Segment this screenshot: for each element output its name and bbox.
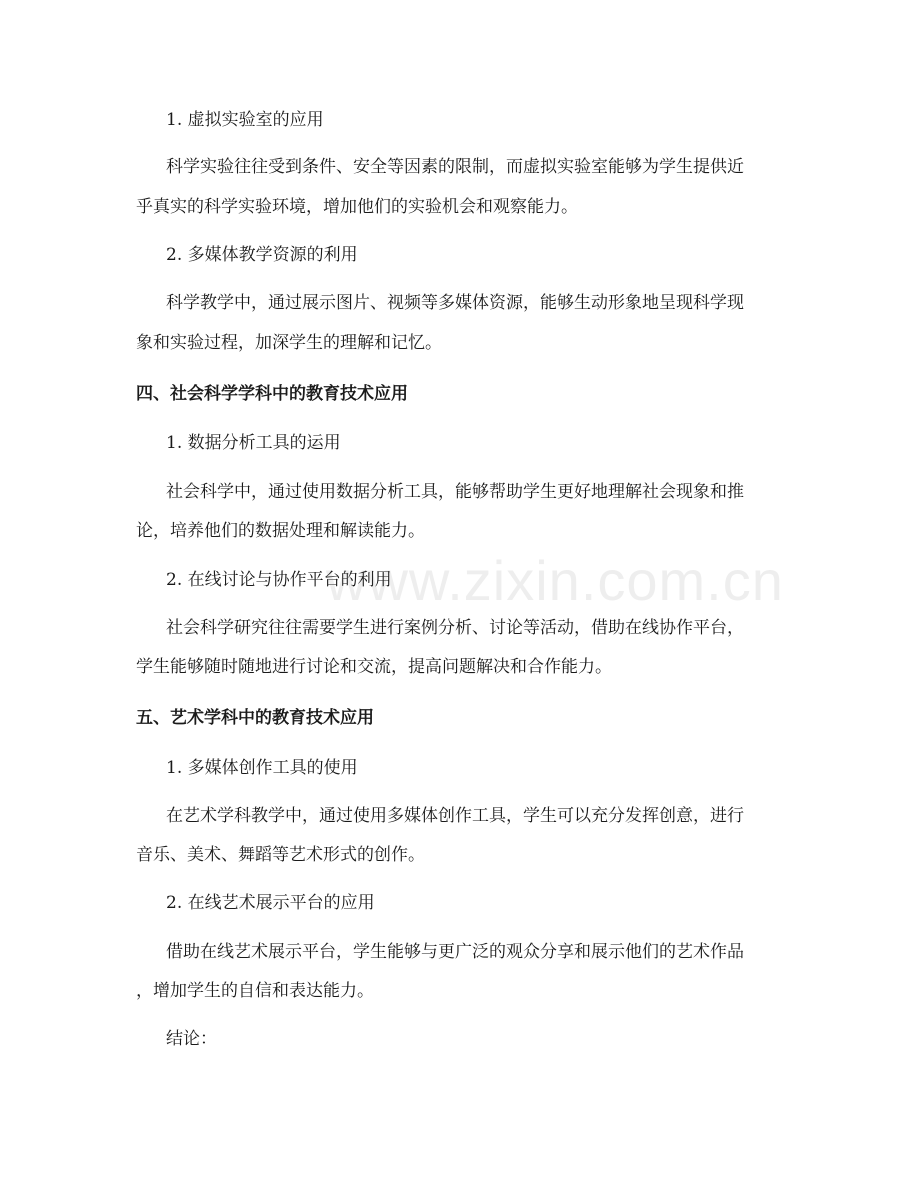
paragraph-line: 象和实验过程，加深学生的理解和记忆。 (136, 333, 442, 353)
paragraph-line: 学生能够随时随地进行讨论和交流，提高问题解决和合作能力。 (136, 657, 612, 677)
paragraph-line: 论，培养他们的数据处理和解读能力。 (136, 521, 425, 541)
subsection-title: 1. 多媒体创作工具的使用 (166, 758, 358, 778)
subsection-title: 2. 多媒体教学资源的利用 (166, 245, 358, 265)
paragraph-line: 借助在线艺术展示平台，学生能够与更广泛的观众分享和展示他们的艺术作品 (166, 942, 744, 962)
subsection-title: 2. 在线讨论与协作平台的利用 (166, 570, 392, 590)
section-heading: 四、社会科学学科中的教育技术应用 (136, 384, 408, 404)
subsection-title: 1. 数据分析工具的运用 (166, 433, 341, 453)
paragraph-line: 在艺术学科教学中，通过使用多媒体创作工具，学生可以充分发挥创意，进行 (166, 806, 744, 826)
section-heading: 五、艺术学科中的教育技术应用 (136, 708, 374, 728)
paragraph-line: 音乐、美术、舞蹈等艺术形式的创作。 (136, 845, 425, 865)
paragraph-line: ，增加学生的自信和表达能力。 (136, 981, 374, 1001)
paragraph-line: 科学教学中，通过展示图片、视频等多媒体资源，能够生动形象地呈现科学现 (166, 293, 744, 313)
watermark: www.zixin.com.cn (326, 549, 784, 612)
paragraph-line: 科学实验往往受到条件、安全等因素的限制，而虚拟实验室能够为学生提供近 (166, 157, 744, 177)
paragraph-line: 社会科学中，通过使用数据分析工具，能够帮助学生更好地理解社会现象和推 (166, 482, 744, 502)
paragraph-line: 社会科学研究往往需要学生进行案例分析、讨论等活动，借助在线协作平台， (166, 618, 744, 638)
subsection-title: 1. 虚拟实验室的应用 (166, 110, 324, 130)
conclusion-label: 结论： (166, 1029, 217, 1049)
subsection-title: 2. 在线艺术展示平台的应用 (166, 893, 375, 913)
paragraph-line: 乎真实的科学实验环境，增加他们的实验机会和观察能力。 (136, 197, 578, 217)
